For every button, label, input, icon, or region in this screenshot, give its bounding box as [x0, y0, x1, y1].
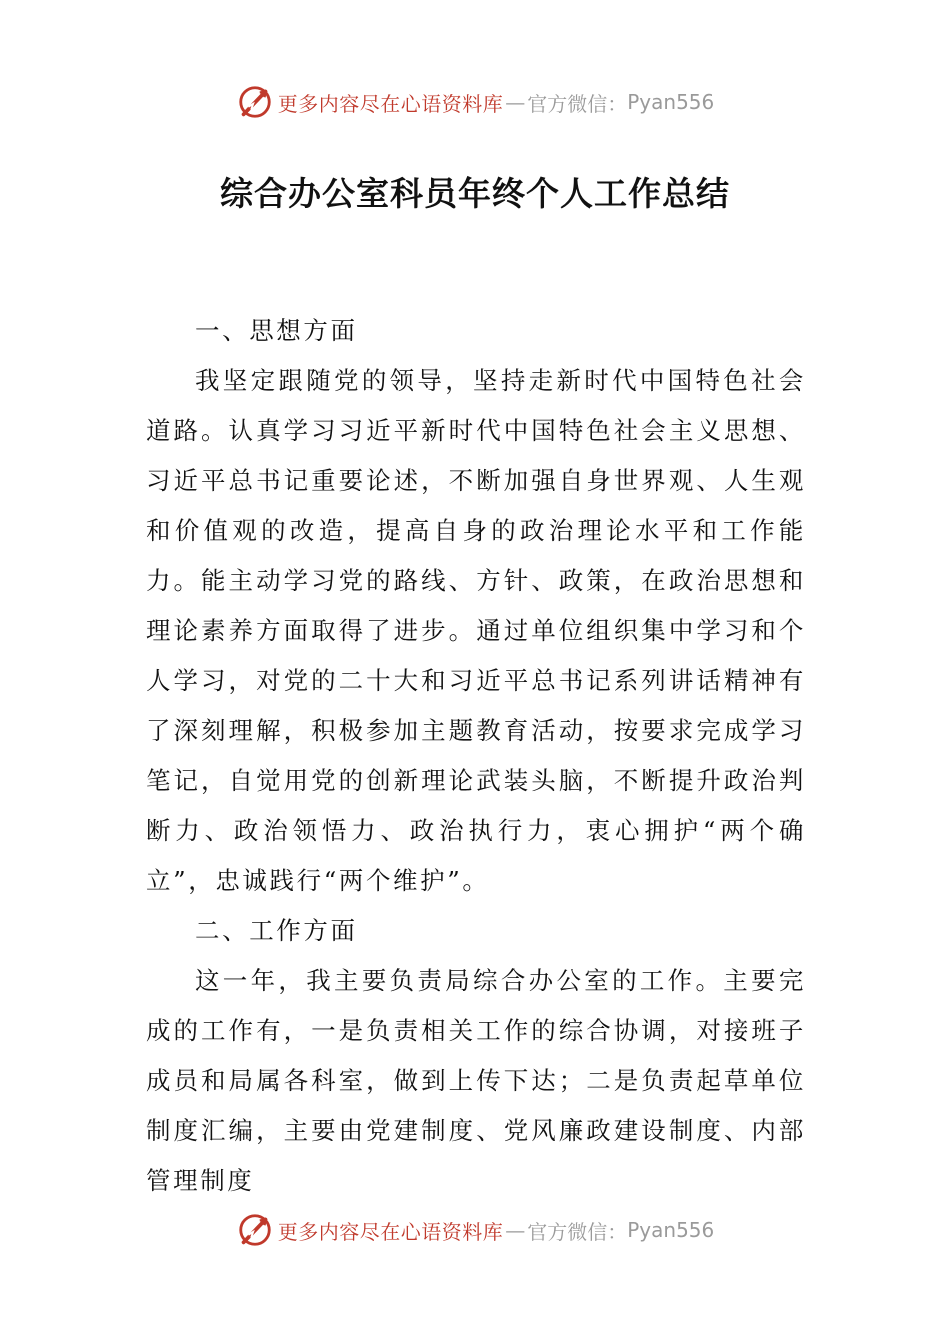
pen-logo-icon [236, 1211, 274, 1249]
header-watermark [0, 80, 950, 124]
document-title: 综合办公室科员年终个人工作总结 [220, 174, 730, 213]
section-heading-thought: 一、思想方面 [195, 316, 358, 345]
banner-brand-text: 更多内容尽在心语资料库 [277, 91, 504, 116]
banner-brand-text: 更多内容尽在心语资料库 [277, 1219, 504, 1244]
paragraph-thought: 我坚定跟随党的领导，坚持走新时代中国特色社会道路。认真学习习近平新时代中国特色社会主义思想、习近平总书记重要论述，不断加强自身世界观、人生观和价值观的改造，提高自身的政治理论水平和工作能力。能主动学习党的路线、方针、政策，在政治思想和理论素养方面取得了进步。通过单位组织集中学习和个人学习，对党的二十大和习近平总书记系列讲话精神有了深刻理解，积极参加主题教育活动，按要求完成学习笔记，自觉用党的创新理论武装头脑，不断提升政治判断力、政治领悟力、政治执行力，衷心拥护“两个确立”，忠诚践行“两个维护”。 [146, 366, 806, 895]
pen-logo-icon [236, 83, 274, 121]
section-heading-work: 二、工作方面 [195, 916, 358, 945]
banner-dash: — [505, 1218, 526, 1242]
banner-wechat-label: 官方微信： [527, 91, 628, 116]
banner-wechat-label: 官方微信： [527, 1219, 628, 1244]
banner-wechat-handle: Pyan556 [627, 1218, 715, 1242]
footer-watermark [0, 1208, 950, 1252]
paragraph-work: 这一年，我主要负责局综合办公室的工作。主要完成的工作有，一是负责相关工作的综合协调，对接班子成员和局属各科室，做到上传下达；二是负责起草单位制度汇编，主要由党建制度、党风廉政建设制度、内部管理制度 [146, 966, 806, 1195]
document-body [146, 306, 806, 1206]
banner-dash: — [505, 90, 526, 114]
banner-wechat-handle: Pyan556 [627, 90, 715, 114]
